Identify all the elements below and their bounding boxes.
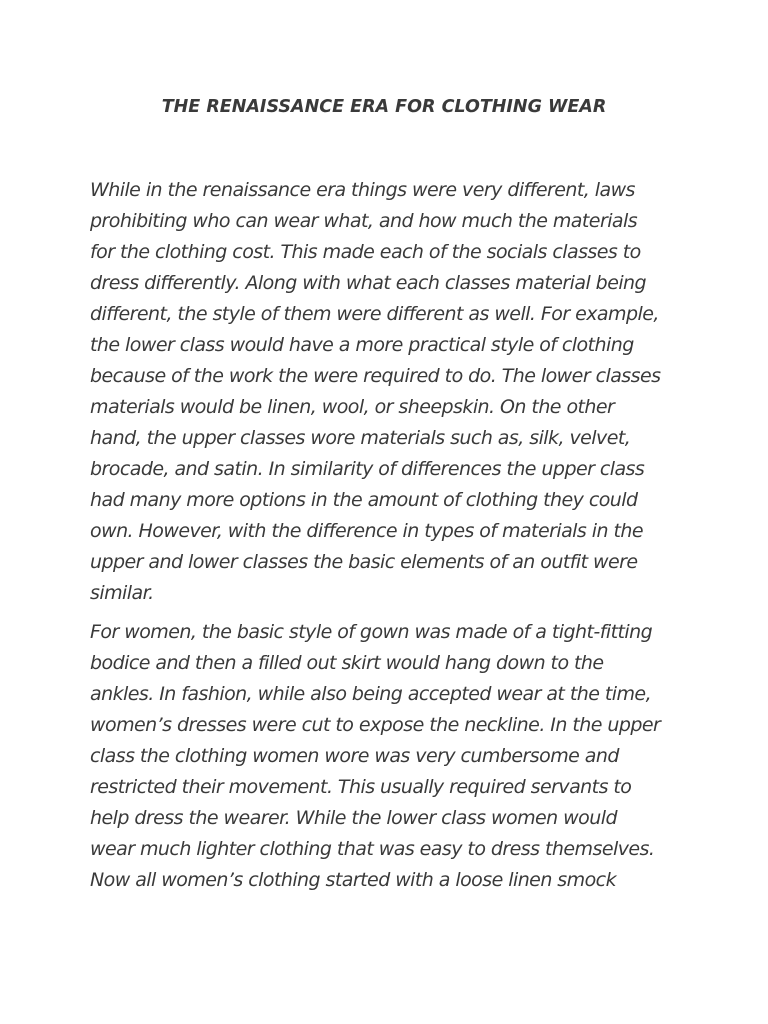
text-line: similar. <box>90 582 154 604</box>
text-line: restricted their movement. This usually required servants to <box>90 776 632 798</box>
text-line: Now all women’s clothing started with a loose linen smock <box>90 869 617 891</box>
text-line: bodice and then a filled out skirt would hang down to the <box>90 652 604 674</box>
text-line: different, the style of them were different as well. For example, <box>90 303 659 325</box>
text-line: For women, the basic style of gown was made of a tight-fitting <box>90 621 653 643</box>
text-line: While in the renaissance era things were very different, laws <box>90 179 635 201</box>
paragraph-2 <box>90 617 680 896</box>
text-line: help dress the wearer. While the lower class women would <box>90 807 617 829</box>
document-title: THE RENAISSANCE ERA FOR CLOTHING WEAR <box>161 97 607 117</box>
text-line: dress differently. Along with what each classes material being <box>90 272 647 294</box>
text-line: for the clothing cost. This made each of the socials classes to <box>90 241 641 263</box>
paragraph-1 <box>90 175 680 609</box>
text-line: brocade, and satin. In similarity of differences the upper class <box>90 458 645 480</box>
text-line: prohibiting who can wear what, and how much the materials <box>90 210 638 232</box>
text-line: the lower class would have a more practical style of clothing <box>90 334 634 356</box>
text-line: had many more options in the amount of clothing they could <box>90 489 638 511</box>
text-line: own. However, with the difference in types of materials in the <box>90 520 643 542</box>
document-body <box>90 175 680 904</box>
text-line: ankles. In fashion, while also being accepted wear at the time, <box>90 683 652 705</box>
text-line: materials would be linen, wool, or sheepskin. On the other <box>90 396 615 418</box>
text-line: women’s dresses were cut to expose the neckline. In the upper <box>90 714 661 736</box>
text-line: hand, the upper classes wore materials such as, silk, velvet, <box>90 427 631 449</box>
text-line: wear much lighter clothing that was easy to dress themselves. <box>90 838 655 860</box>
text-line: upper and lower classes the basic elements of an outfit were <box>90 551 638 573</box>
text-line: because of the work the were required to do. The lower classes <box>90 365 661 387</box>
text-line: class the clothing women wore was very cumbersome and <box>90 745 619 767</box>
